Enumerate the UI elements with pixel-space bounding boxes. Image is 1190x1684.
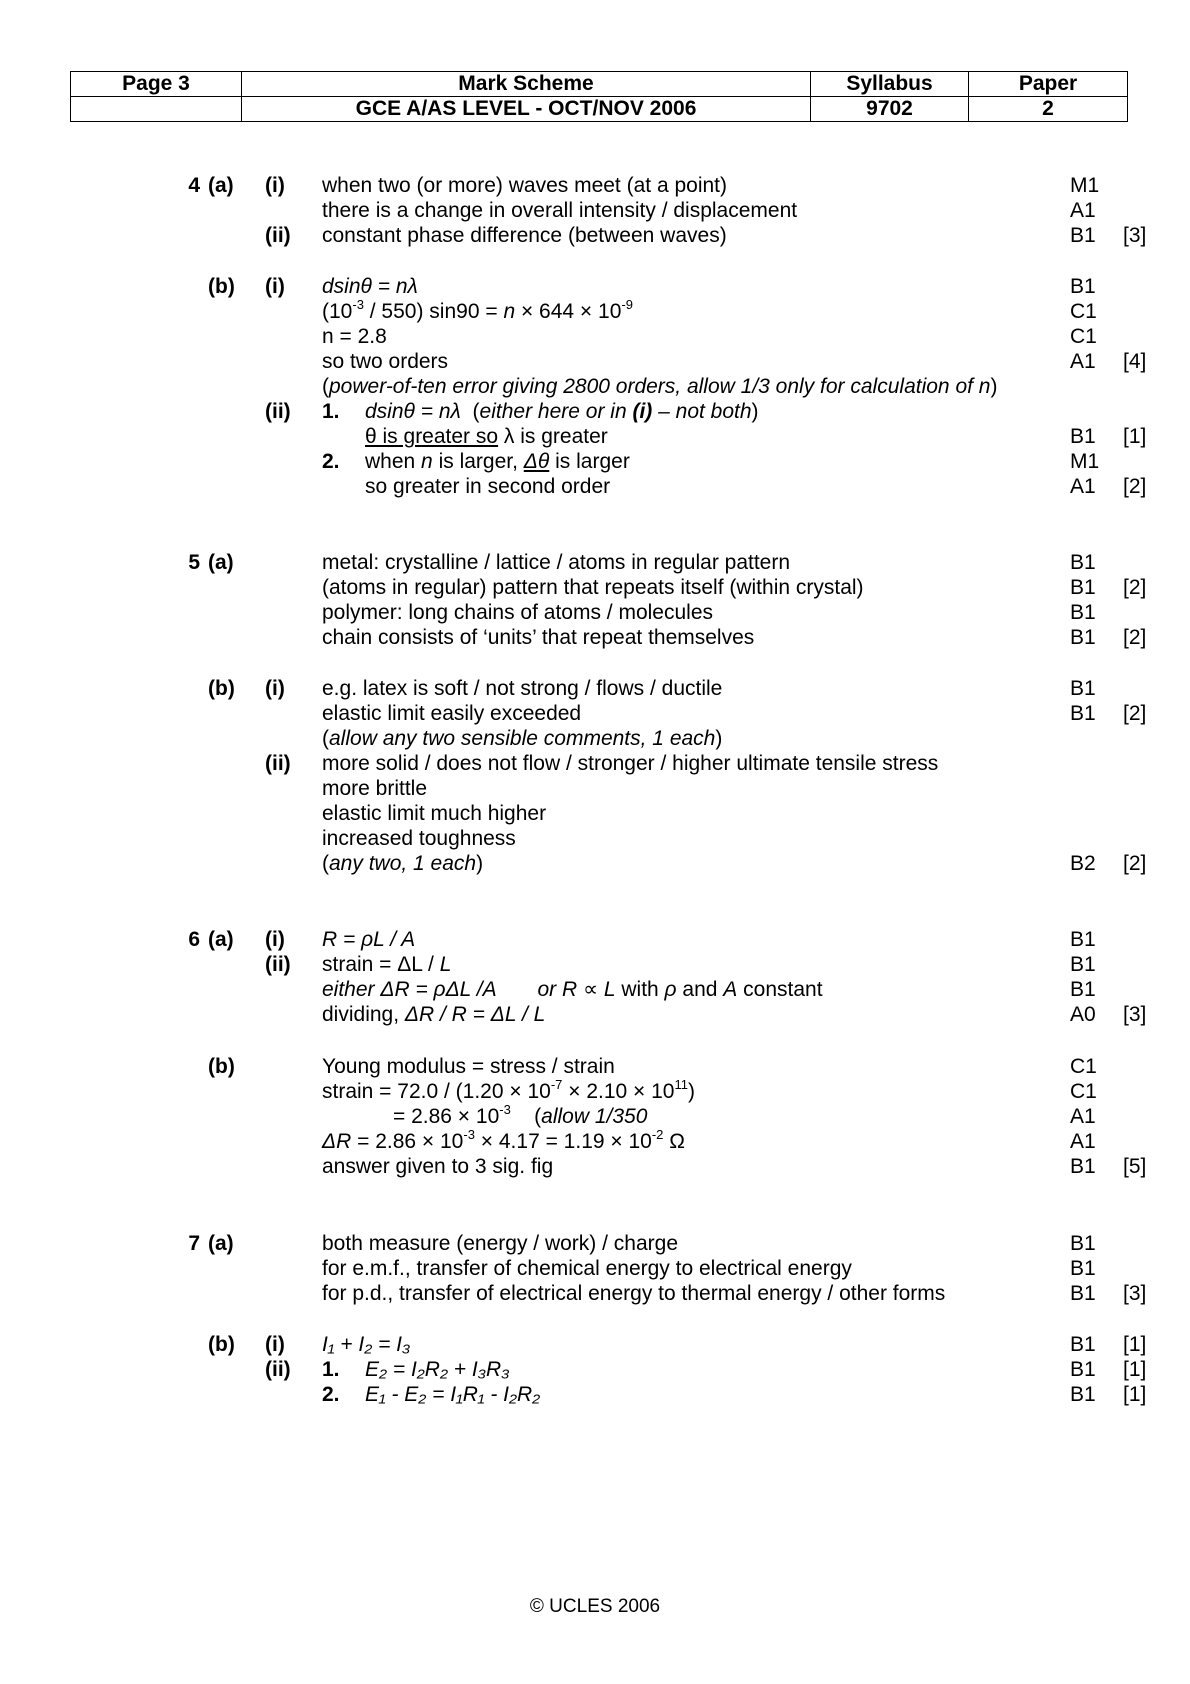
eq-part: (10 [322, 300, 353, 323]
part-label: (a) [208, 928, 234, 951]
question-number: 4 [188, 174, 200, 197]
q7-row-2 [0, 1256, 1190, 1282]
answer-text: elastic limit easily exceeded [322, 702, 582, 725]
q4-row-11 [0, 449, 1190, 475]
q6-row-2 [0, 952, 1190, 978]
equation: E₂ = I₂R₂ + I₃R₃ [365, 1358, 510, 1381]
text: dividing, [322, 1003, 405, 1026]
q6-row-4 [0, 1002, 1190, 1028]
header-exam: GCE A/AS LEVEL - OCT/NOV 2006 [242, 97, 811, 122]
subpart-label: (ii) [265, 224, 291, 247]
q5-row-8 [0, 751, 1190, 777]
equation: dsinθ = nλ [322, 275, 418, 298]
answer-text: there is a change in overall intensity / displacement [322, 199, 798, 222]
eq-exponent: -3 [499, 1102, 511, 1117]
question-number: 6 [188, 928, 200, 951]
footer-copyright: © UCLES 2006 [529, 1596, 661, 1617]
mark: B1 [1070, 1232, 1096, 1255]
text: constant [737, 978, 823, 1001]
total-mark: [5] [1123, 1155, 1147, 1178]
mark: B1 [1070, 576, 1096, 599]
equation [322, 1002, 545, 1028]
eq-exponent: -3 [463, 1127, 475, 1142]
equation [365, 399, 759, 425]
subpart-label: (ii) [265, 400, 291, 423]
total-mark: [3] [1123, 1003, 1147, 1026]
note-text: allow any two sensible comments, 1 each [329, 727, 716, 750]
q5-row-12 [0, 851, 1190, 877]
answer-text: for e.m.f., transfer of chemical energy to electrical energy [322, 1257, 852, 1280]
answer-text [365, 424, 608, 450]
eq-part: Ω [663, 1130, 685, 1153]
equation [322, 952, 451, 978]
equation: n = 2.8 [322, 325, 387, 348]
q7-row-6 [0, 1382, 1190, 1408]
part-label: (b) [208, 275, 235, 298]
total-mark: [2] [1123, 852, 1147, 875]
note-text: – not both [652, 400, 752, 423]
mark: A0 [1070, 1003, 1096, 1026]
q5-row-6 [0, 701, 1190, 727]
total-mark: [2] [1123, 475, 1147, 498]
answer-text: more brittle [322, 777, 428, 800]
eq-text: dsinθ = nλ [365, 400, 461, 423]
subpart-label: (i) [265, 174, 285, 197]
text: when [365, 450, 416, 473]
q7-row-4 [0, 1332, 1190, 1358]
q4-row-2 [0, 198, 1190, 224]
answer-text: increased toughness [322, 827, 516, 850]
paren: ) [476, 852, 484, 875]
q4-row-6 [0, 324, 1190, 350]
total-mark: [3] [1123, 224, 1147, 247]
equation [322, 299, 633, 325]
q4-row-7 [0, 349, 1190, 375]
question-number: 5 [188, 551, 200, 574]
header-paper-number: 2 [969, 97, 1128, 122]
underlined-text: θ is greater so [365, 425, 499, 448]
q4-row-8 [0, 374, 1190, 400]
answer-text: polymer: long chains of atoms / molecules [322, 601, 714, 624]
eq-text: ΔR / R = ΔL / L [404, 1003, 546, 1026]
answer-text: e.g. latex is soft / not strong / flows / ductile [322, 677, 723, 700]
answer-text: more solid / does not flow / stronger / higher ultimate tensile stress [322, 752, 939, 775]
equation [322, 1129, 685, 1155]
text: is larger [555, 450, 630, 473]
part-label: (a) [208, 551, 234, 574]
eq-exponent: -9 [621, 297, 633, 312]
q6-row-3 [0, 977, 1190, 1003]
mark: B1 [1070, 1383, 1096, 1406]
mark: B1 [1070, 978, 1096, 1001]
total-mark: [1] [1123, 1333, 1147, 1356]
eq-text: either ΔR = ρΔL /A [322, 978, 497, 1001]
var: n [421, 450, 433, 473]
header-syllabus-code: 9702 [811, 97, 969, 122]
var: ΔR [322, 1130, 352, 1153]
mark: B1 [1070, 928, 1096, 951]
subpart-label: (i) [265, 1333, 285, 1356]
q4-row-3 [0, 223, 1190, 249]
marking-note [322, 374, 997, 400]
eq-exponent: -3 [352, 297, 364, 312]
subpart-label: (ii) [265, 752, 291, 775]
eq-part: strain = 72.0 / (1.20 × 10 [322, 1080, 551, 1103]
subpart-label: (ii) [265, 1358, 291, 1381]
text: λ is greater [498, 425, 608, 448]
answer-text: metal: crystalline / lattice / atoms in regular pattern [322, 551, 791, 574]
eq-part: = 2.86 × 10 [351, 1130, 464, 1153]
equation: R = ρL / A [322, 928, 416, 951]
mark: B1 [1070, 953, 1096, 976]
mark: B1 [1070, 601, 1096, 624]
q5-row-5 [0, 676, 1190, 702]
eq-exponent: 11 [674, 1077, 688, 1092]
header-page: Page 3 [71, 72, 242, 97]
q6-row-8 [0, 1129, 1190, 1155]
eq-part: × 4.17 = 1.19 × 10 [474, 1130, 652, 1153]
mark: B1 [1070, 1333, 1096, 1356]
eq-part: × 2.10 × 10 [562, 1080, 675, 1103]
total-mark: [2] [1123, 626, 1147, 649]
answer-text: elastic limit much higher [322, 802, 547, 825]
item-number: 1. [322, 1358, 340, 1381]
header-blank [71, 97, 242, 122]
paren: ) [715, 727, 723, 750]
var: L [439, 953, 452, 976]
mark: B1 [1070, 275, 1096, 298]
total-mark: [2] [1123, 702, 1147, 725]
eq-exponent: -7 [550, 1077, 563, 1092]
q6-row-6 [0, 1079, 1190, 1105]
eq-part: = 2.86 × 10 [393, 1105, 500, 1128]
text: and [676, 978, 724, 1001]
q6-row-5 [0, 1054, 1190, 1080]
var: A [723, 978, 738, 1001]
header-paper-label: Paper [969, 72, 1128, 97]
answer-text: Young modulus = stress / strain [322, 1055, 615, 1078]
q4-row-12 [0, 474, 1190, 500]
part-label: (a) [208, 174, 234, 197]
total-mark: [1] [1123, 1383, 1147, 1406]
paren: ) [751, 400, 759, 423]
part-label: (b) [208, 1333, 235, 1356]
q4-row-10 [0, 424, 1190, 450]
mark: A1 [1070, 1130, 1096, 1153]
q7-row-1 [0, 1231, 1190, 1257]
mark: C1 [1070, 300, 1097, 323]
mark: A1 [1070, 199, 1096, 222]
question-number: 7 [188, 1232, 200, 1255]
paren: ) [990, 375, 998, 398]
q5-row-1 [0, 550, 1190, 576]
total-mark: [1] [1123, 425, 1147, 448]
note-text: allow 1/350 [541, 1105, 648, 1128]
mark: C1 [1070, 325, 1097, 348]
mark: B1 [1070, 1155, 1096, 1178]
mark: B1 [1070, 626, 1096, 649]
q6-row-9 [0, 1154, 1190, 1180]
answer-text: so two orders [322, 350, 449, 373]
header-table [70, 71, 1128, 122]
paren: ( [322, 852, 329, 875]
text: with [615, 978, 665, 1001]
q7-row-3 [0, 1281, 1190, 1307]
subpart-label: (i) [265, 677, 285, 700]
note-text: either here or in [479, 400, 633, 423]
answer-text: constant phase difference (between waves) [322, 224, 727, 247]
mark: B1 [1070, 677, 1096, 700]
answer-text: (atoms in regular) pattern that repeats itself (within crystal) [322, 576, 864, 599]
mark: A1 [1070, 1105, 1096, 1128]
q6-row-7 [0, 1104, 1190, 1130]
note-ref: (i) [632, 400, 653, 423]
eq-text: or R ∝ L [537, 978, 616, 1001]
item-number: 2. [322, 1383, 340, 1406]
subpart-label: (i) [265, 275, 285, 298]
q5-row-2 [0, 575, 1190, 601]
answer-text: for p.d., transfer of electrical energy to thermal energy / other forms [322, 1282, 946, 1305]
paren: ( [322, 375, 329, 398]
note-text: any two, 1 each [329, 852, 477, 875]
q4-row-5 [0, 299, 1190, 325]
part-label: (a) [208, 1232, 234, 1255]
mark: B1 [1070, 1282, 1096, 1305]
equation: I₁ + I₂ = I₃ [322, 1333, 411, 1356]
text: is larger, [438, 450, 518, 473]
mark: B2 [1070, 852, 1096, 875]
q4-row-4 [0, 274, 1190, 300]
eq-exponent: -2 [651, 1127, 664, 1142]
paren: ( [322, 727, 329, 750]
text: strain = ΔL / [322, 953, 440, 976]
mark: M1 [1070, 174, 1100, 197]
answer-text [365, 449, 630, 475]
eq-part: / 550) sin90 = [363, 300, 504, 323]
q5-row-7 [0, 726, 1190, 752]
eq-var: n [503, 300, 516, 323]
part-label: (b) [208, 677, 235, 700]
marking-note [322, 851, 483, 877]
mark: B1 [1070, 1358, 1096, 1381]
item-number: 2. [322, 450, 340, 473]
q5-row-3 [0, 600, 1190, 626]
equation [393, 1104, 647, 1130]
equation [322, 977, 823, 1003]
answer-text: both measure (energy / work) / charge [322, 1232, 678, 1255]
q5-row-9 [0, 776, 1190, 802]
total-mark: [1] [1123, 1358, 1147, 1381]
subpart-label: (i) [265, 928, 285, 951]
total-mark: [4] [1123, 350, 1147, 373]
mark: C1 [1070, 1080, 1097, 1103]
paren: ( [472, 400, 480, 423]
eq-part: ( [510, 1105, 542, 1128]
var: Δθ [523, 450, 550, 473]
total-mark: [3] [1123, 1282, 1147, 1305]
q4-row-9 [0, 399, 1190, 425]
mark: B1 [1070, 425, 1096, 448]
answer-text: chain consists of ‘units’ that repeat themselves [322, 626, 755, 649]
mark: M1 [1070, 450, 1100, 473]
mark: A1 [1070, 350, 1096, 373]
q4-row-1 [0, 173, 1190, 199]
marking-note [322, 726, 722, 752]
answer-text: when two (or more) waves meet (at a point) [322, 174, 727, 197]
q5-row-11 [0, 826, 1190, 852]
note-text: power-of-ten error giving 2800 orders, allow 1/3 only for calculation of n [329, 375, 991, 398]
q7-row-5 [0, 1357, 1190, 1383]
q5-row-4 [0, 625, 1190, 651]
q5-row-10 [0, 801, 1190, 827]
answer-text: so greater in second order [365, 475, 611, 498]
mark: C1 [1070, 1055, 1097, 1078]
header-syllabus-label: Syllabus [811, 72, 969, 97]
part-label: (b) [208, 1055, 235, 1078]
eq-part: × 644 × 10 [515, 300, 622, 323]
subpart-label: (ii) [265, 953, 291, 976]
mark: B1 [1070, 551, 1096, 574]
mark: B1 [1070, 702, 1096, 725]
answer-text: answer given to 3 sig. fig [322, 1155, 554, 1178]
header-title: Mark Scheme [242, 72, 811, 97]
equation: E₁ - E₂ = I₁R₁ - I₂R₂ [365, 1383, 541, 1406]
item-number: 1. [322, 400, 340, 423]
q6-row-1 [0, 927, 1190, 953]
mark: B1 [1070, 1257, 1096, 1280]
mark: B1 [1070, 224, 1096, 247]
mark: A1 [1070, 475, 1096, 498]
eq-part: ) [688, 1080, 695, 1103]
total-mark: [2] [1123, 576, 1147, 599]
var: ρ [664, 978, 677, 1001]
